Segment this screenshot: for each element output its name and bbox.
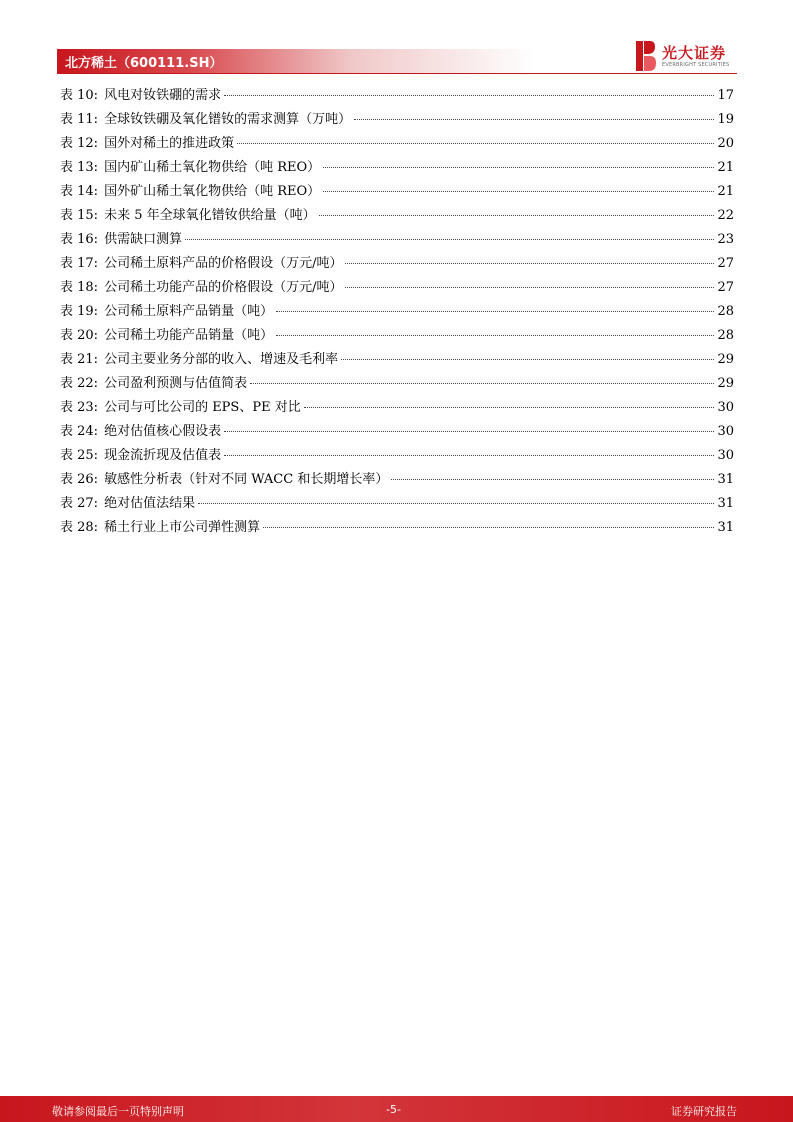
toc-entry-number: 表 18: [60,280,99,295]
table-of-contents [60,84,734,540]
toc-entry-label [60,327,273,345]
toc-entry-page: 20 [717,136,734,151]
toc-entry-page: 29 [717,376,734,391]
toc-entry-number: 表 28: [60,520,99,535]
toc-entry-title: 国外对稀土的推进政策 [104,136,235,151]
toc-entry-page: 30 [717,400,734,415]
disclaimer-note: 敬请参阅最后一页特别声明 [52,1105,184,1118]
toc-entry-page: 31 [717,496,734,511]
toc-entry-number: 表 10: [60,88,99,103]
toc-entry[interactable] [60,84,734,108]
toc-entry-page: 23 [717,232,734,247]
dot-leader [198,503,714,504]
toc-entry-title: 绝对估值法结果 [104,496,196,511]
toc-entry-title: 未来 5 年全球氧化镨钕供给量（吨） [104,208,316,223]
toc-entry-number: 表 26: [60,472,99,487]
toc-entry-label [60,207,316,225]
toc-entry-title: 全球钕铁硼及氧化镨钕的需求测算（万吨） [104,112,352,127]
toc-entry-title: 稀土行业上市公司弹性测算 [104,520,261,535]
toc-entry[interactable] [60,132,734,156]
toc-entry-label [60,399,301,417]
dot-leader [224,95,714,96]
toc-entry[interactable] [60,420,734,444]
toc-entry-page: 28 [717,304,734,319]
toc-entry-number: 表 12: [60,136,99,151]
toc-entry-label [60,303,273,321]
toc-entry-number: 表 15: [60,208,99,223]
toc-entry-number: 表 21: [60,352,99,367]
toc-entry-title: 供需缺口测算 [104,232,183,247]
dot-leader [224,431,714,432]
dot-leader [224,455,714,456]
toc-entry-page: 17 [717,88,734,103]
page-number: -5- [386,1103,401,1116]
toc-entry-number: 表 14: [60,184,99,199]
toc-entry-label [60,447,221,465]
toc-entry-number: 表 16: [60,232,99,247]
toc-entry-title: 公司稀土功能产品的价格假设（万元/吨） [104,280,343,295]
toc-entry-label [60,519,260,537]
toc-entry-label [60,375,247,393]
dot-leader [237,143,714,144]
toc-entry[interactable] [60,228,734,252]
toc-entry[interactable] [60,204,734,228]
toc-entry[interactable] [60,348,734,372]
toc-entry-label [60,279,342,297]
toc-entry[interactable] [60,276,734,300]
toc-entry-title: 公司稀土原料产品的价格假设（万元/吨） [104,256,343,271]
toc-entry-number: 表 22: [60,376,99,391]
toc-entry-page: 21 [717,160,734,175]
toc-entry-title: 公司主要业务分部的收入、增速及毛利率 [104,352,339,367]
header-divider [57,73,737,74]
footer-bar [0,1096,793,1122]
dot-leader [341,359,714,360]
toc-entry-number: 表 11: [60,112,99,127]
toc-entry[interactable] [60,324,734,348]
toc-entry-number: 表 13: [60,160,99,175]
toc-entry-page: 21 [717,184,734,199]
dot-leader [276,335,714,336]
toc-entry[interactable] [60,108,734,132]
toc-entry-page: 27 [717,280,734,295]
toc-entry-label [60,135,234,153]
header-bar [57,49,535,73]
dot-leader [250,383,714,384]
toc-entry-title: 绝对估值核心假设表 [104,424,222,439]
toc-entry-page: 31 [717,520,734,535]
toc-entry-page: 19 [717,112,734,127]
toc-entry-page: 31 [717,472,734,487]
toc-entry-page: 30 [717,424,734,439]
toc-entry-label [60,351,338,369]
toc-entry-number: 表 24: [60,424,99,439]
dot-leader [354,119,714,120]
toc-entry-number: 表 25: [60,448,99,463]
dot-leader [345,287,714,288]
toc-entry-label [60,159,320,177]
toc-entry-label [60,231,182,249]
toc-entry-title: 国内矿山稀土氧化物供给（吨 REO） [104,160,321,175]
logo-text-en: EVERBRIGHT SECURITIES [662,62,730,68]
toc-entry-page: 27 [717,256,734,271]
dot-leader [391,479,714,480]
dot-leader [185,239,714,240]
toc-entry-title: 风电对钕铁硼的需求 [104,88,222,103]
toc-entry-label [60,495,195,513]
everbright-logo-icon [636,41,656,71]
report-title: 北方稀土（600111.SH） [65,56,223,71]
toc-entry-title: 公司与可比公司的 EPS、PE 对比 [104,400,301,415]
toc-entry-title: 公司盈利预测与估值简表 [104,376,248,391]
dot-leader [345,263,714,264]
toc-entry[interactable] [60,156,734,180]
toc-entry-label [60,471,388,489]
toc-entry[interactable] [60,468,734,492]
toc-entry-page: 30 [717,448,734,463]
toc-entry-page: 28 [717,328,734,343]
toc-entry[interactable] [60,252,734,276]
toc-entry[interactable] [60,396,734,420]
toc-entry-label [60,183,320,201]
logo-text-cn: 光大证券 [662,44,727,62]
toc-entry-number: 表 20: [60,328,99,343]
toc-entry-number: 表 23: [60,400,99,415]
toc-entry-title: 敏感性分析表（针对不同 WACC 和长期增长率） [104,472,389,487]
dot-leader [263,527,714,528]
toc-entry-number: 表 27: [60,496,99,511]
toc-entry-number: 表 19: [60,304,99,319]
toc-entry-page: 22 [717,208,734,223]
dot-leader [319,215,715,216]
dot-leader [323,167,714,168]
dot-leader [323,191,714,192]
everbright-logo [636,41,736,73]
toc-entry[interactable] [60,180,734,204]
toc-entry[interactable] [60,444,734,468]
toc-entry-label [60,423,221,441]
toc-entry-title: 公司稀土功能产品销量（吨） [104,328,274,343]
dot-leader [304,407,715,408]
toc-entry[interactable] [60,300,734,324]
toc-entry-title: 公司稀土原料产品销量（吨） [104,304,274,319]
toc-entry-title: 现金流折现及估值表 [104,448,222,463]
toc-entry-label [60,255,342,273]
toc-entry[interactable] [60,492,734,516]
dot-leader [276,311,714,312]
toc-entry[interactable] [60,516,734,540]
toc-entry-number: 表 17: [60,256,99,271]
report-type: 证券研究报告 [671,1105,737,1118]
toc-entry[interactable] [60,372,734,396]
toc-entry-label [60,111,351,129]
toc-entry-page: 29 [717,352,734,367]
toc-entry-label [60,87,221,105]
toc-entry-title: 国外矿山稀土氧化物供给（吨 REO） [104,184,321,199]
